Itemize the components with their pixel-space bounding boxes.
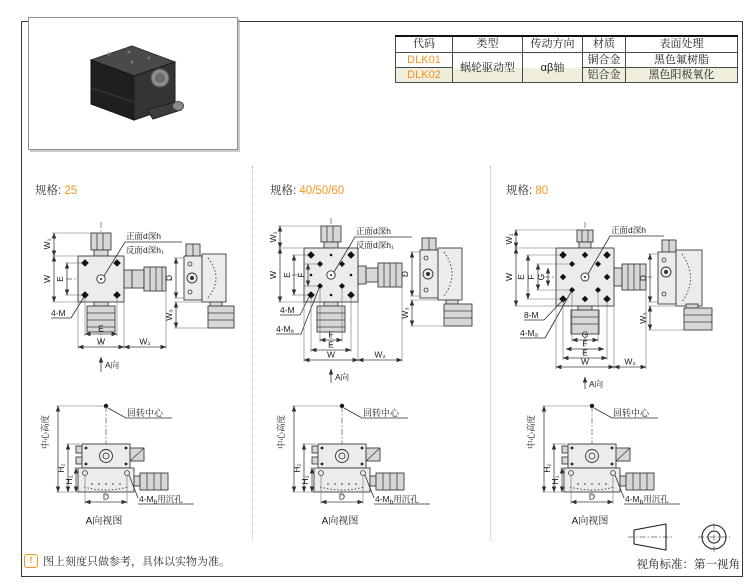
a-view-caption: A向视图 bbox=[85, 516, 123, 527]
dim-f-bottom: F bbox=[328, 329, 334, 340]
side-knob bbox=[144, 267, 166, 291]
dim-g: G bbox=[536, 273, 546, 281]
spec-value: 25 bbox=[64, 185, 78, 197]
rotation-center-label: 回转中心 bbox=[127, 408, 164, 418]
a-direction-label: A向 bbox=[335, 372, 350, 382]
dim-e: E bbox=[282, 272, 292, 278]
rotation-center-label: 回转中心 bbox=[613, 408, 650, 418]
header-material: 材质 bbox=[583, 36, 626, 53]
dim-w1: W₁ bbox=[268, 231, 278, 243]
dim-d: D bbox=[638, 274, 648, 282]
top-knob bbox=[321, 226, 341, 242]
header-surface: 表面处理 bbox=[626, 36, 738, 53]
dim-e: E bbox=[55, 276, 65, 282]
dim-w: W bbox=[504, 272, 514, 282]
dim-w1: W₁ bbox=[504, 233, 514, 245]
top-knob bbox=[91, 233, 111, 250]
a-direction-arrow bbox=[101, 357, 120, 372]
spec-value: 40/50/60 bbox=[299, 185, 345, 197]
dim-d: D bbox=[164, 274, 174, 282]
footer-note-text: 图上刻度只做参考，具体以实物为准。 bbox=[43, 556, 230, 568]
dim-h2: H₂ bbox=[56, 463, 66, 473]
rotation-center-label: 回转中心 bbox=[363, 408, 400, 418]
a-view-body bbox=[312, 444, 404, 492]
dim-e: E bbox=[516, 274, 526, 280]
spec-value: 80 bbox=[535, 185, 549, 197]
front-hole-label: 正面d深h bbox=[126, 231, 161, 241]
a-view-drawing-25 bbox=[26, 392, 254, 550]
counterbore-label: $4-M_b$用沉孔 bbox=[375, 494, 419, 506]
header-code: 代码 bbox=[396, 36, 453, 53]
product-photo-box bbox=[28, 17, 238, 150]
top-knob bbox=[577, 230, 593, 242]
center-height-label: 中心高度 bbox=[40, 414, 50, 450]
screw-label: 8-M bbox=[524, 310, 539, 320]
dim-w: W bbox=[42, 274, 52, 284]
counterbore-label: $4-M_b$用沉孔 bbox=[139, 494, 183, 506]
a-direction-arrow bbox=[585, 377, 604, 389]
screw-label-a: 4-Mₐ bbox=[276, 324, 294, 334]
a-view-body bbox=[76, 444, 168, 492]
dim-d: D bbox=[102, 491, 110, 502]
a-view-drawing-405060 bbox=[262, 392, 490, 550]
part-code-link[interactable]: DLK02 bbox=[396, 68, 453, 83]
a-direction-label: A向 bbox=[589, 379, 604, 389]
spec-label: 规格: bbox=[506, 185, 533, 197]
counterbore-label: $4-M_b$用沉孔 bbox=[625, 494, 669, 506]
dim-w-bottom: W bbox=[326, 349, 336, 360]
dim-w2: W₂ bbox=[139, 336, 151, 347]
a-view-caption: A向视图 bbox=[321, 516, 359, 527]
table-row bbox=[396, 53, 738, 68]
center-height-label: 中心高度 bbox=[526, 414, 536, 450]
top-view-drawing-80 bbox=[492, 206, 738, 402]
dim-w-bottom: W bbox=[580, 356, 590, 367]
front-hole-label: 正面d深h bbox=[356, 226, 391, 236]
dim-f: F bbox=[526, 274, 536, 280]
dim-w1: W₁ bbox=[42, 238, 52, 250]
top-view-drawing-405060 bbox=[256, 206, 488, 402]
footer-note bbox=[24, 553, 230, 569]
dim-e-bottom: E bbox=[98, 323, 104, 334]
dim-f: F bbox=[296, 272, 306, 278]
material-cell: 铝合金 bbox=[583, 68, 626, 83]
dim-w-bottom: W bbox=[96, 336, 106, 347]
material-cell: 铜合金 bbox=[583, 53, 626, 68]
spec-table bbox=[395, 35, 738, 83]
dim-d: D bbox=[338, 491, 346, 502]
type-cell: 蜗轮驱动型 bbox=[453, 53, 523, 83]
side-view bbox=[638, 240, 712, 330]
dim-w3: W₃ bbox=[638, 312, 648, 324]
dim-h1: H₁ bbox=[64, 475, 74, 485]
screw-label-a: 4-Mₐ bbox=[520, 328, 538, 338]
dim-h2: H₂ bbox=[292, 463, 302, 473]
dim-h2: H₂ bbox=[542, 463, 552, 473]
table-header-row bbox=[396, 36, 738, 53]
dim-f-bottom: F bbox=[582, 338, 588, 349]
dim-h1: H₁ bbox=[300, 475, 310, 485]
dim-w2: W₂ bbox=[624, 356, 636, 367]
dim-g-bottom: G bbox=[581, 329, 589, 340]
section-divider bbox=[490, 166, 491, 540]
part-code-link[interactable]: DLK01 bbox=[396, 53, 453, 68]
screw-label: 4-M bbox=[280, 305, 295, 315]
header-direction: 传动方向 bbox=[523, 36, 583, 53]
stage-cube-illustration bbox=[91, 46, 184, 120]
spec-label: 规格: bbox=[35, 185, 62, 197]
back-hole-label: 反面d深h₁ bbox=[356, 240, 394, 250]
view-standard-label: 视角标准：第一视角 bbox=[636, 559, 740, 571]
dim-w: W bbox=[268, 270, 278, 280]
side-view bbox=[164, 244, 234, 328]
header-type: 类型 bbox=[453, 36, 523, 53]
back-hole-label: 反面d深h₁ bbox=[126, 245, 164, 255]
front-hole-label: 正面d深h bbox=[611, 225, 646, 235]
dim-e-bottom: E bbox=[328, 339, 334, 350]
screw-label: 4-M bbox=[51, 308, 66, 318]
spec-label: 规格: bbox=[270, 185, 297, 197]
dim-w2: W₂ bbox=[374, 349, 386, 360]
dim-h1: H₁ bbox=[550, 475, 560, 485]
product-photo bbox=[29, 18, 235, 147]
a-direction-arrow bbox=[331, 369, 350, 383]
surface-cell: 黑色阳极氧化 bbox=[626, 68, 738, 83]
bottom-knob bbox=[317, 306, 345, 332]
side-view bbox=[400, 238, 472, 326]
direction-cell: αβ轴 bbox=[523, 53, 583, 83]
spec-heading-405060 bbox=[270, 182, 344, 198]
first-angle-projection-icon bbox=[628, 522, 744, 554]
surface-cell: 黑色氟树脂 bbox=[626, 53, 738, 68]
dim-w3: W₃ bbox=[400, 307, 410, 319]
dim-d: D bbox=[588, 491, 596, 502]
dim-w3: W₃ bbox=[164, 309, 174, 321]
top-view-drawing-25 bbox=[24, 206, 252, 402]
warning-icon: ! bbox=[24, 554, 38, 568]
spec-heading-25 bbox=[35, 182, 77, 198]
center-height-label: 中心高度 bbox=[276, 414, 286, 450]
a-view-caption: A向视图 bbox=[571, 516, 609, 527]
dim-d: D bbox=[400, 270, 410, 278]
dim-e-bottom: E bbox=[582, 347, 588, 358]
spec-heading-80 bbox=[506, 182, 548, 198]
a-view-body bbox=[562, 444, 654, 492]
a-direction-label: A向 bbox=[105, 360, 120, 370]
